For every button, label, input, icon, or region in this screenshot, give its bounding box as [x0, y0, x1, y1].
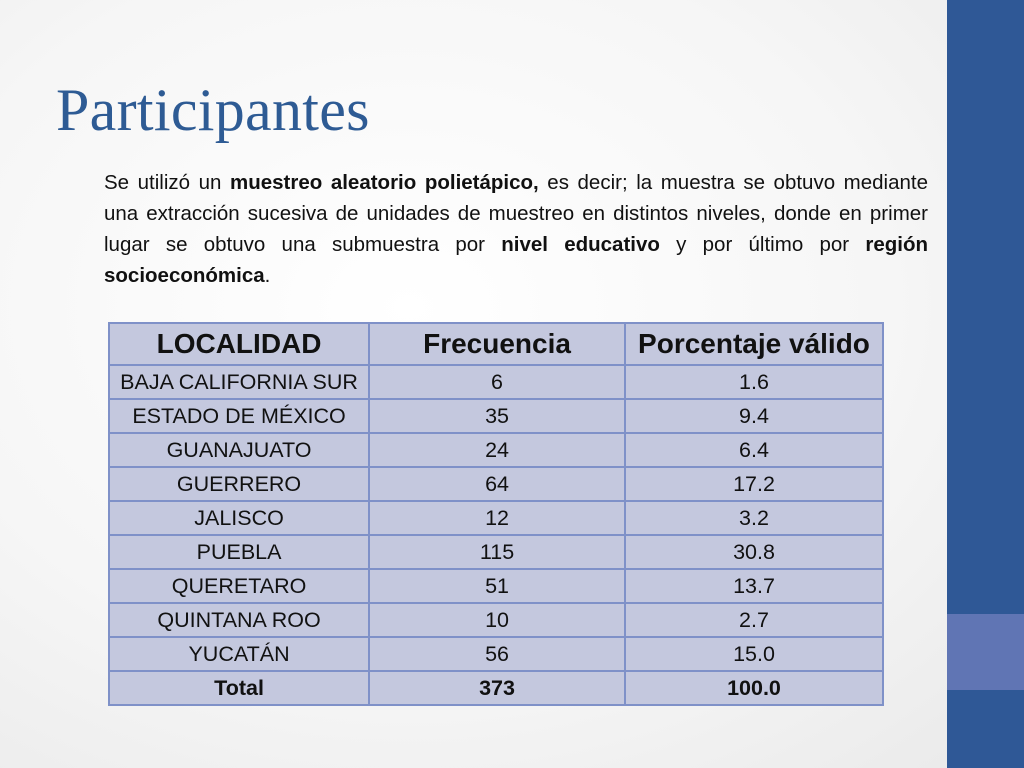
header-localidad: LOCALIDAD — [109, 323, 369, 365]
cell-porcentaje: 1.6 — [625, 365, 883, 399]
table-row — [109, 467, 883, 501]
intro-paragraph — [104, 167, 928, 291]
cell-localidad: BAJA CALIFORNIA SUR — [109, 365, 369, 399]
table-row — [109, 501, 883, 535]
localidad-table — [108, 322, 884, 706]
cell-localidad: QUERETARO — [109, 569, 369, 603]
cell-frecuencia: 56 — [369, 637, 625, 671]
cell-frecuencia: 35 — [369, 399, 625, 433]
cell-frecuencia: 6 — [369, 365, 625, 399]
cell-localidad: PUEBLA — [109, 535, 369, 569]
cell-porcentaje: 30.8 — [625, 535, 883, 569]
table-row — [109, 535, 883, 569]
cell-porcentaje: 3.2 — [625, 501, 883, 535]
total-porcentaje: 100.0 — [625, 671, 883, 705]
cell-localidad: YUCATÁN — [109, 637, 369, 671]
cell-porcentaje: 9.4 — [625, 399, 883, 433]
cell-frecuencia: 12 — [369, 501, 625, 535]
header-frecuencia: Frecuencia — [369, 323, 625, 365]
cell-frecuencia: 10 — [369, 603, 625, 637]
cell-porcentaje: 6.4 — [625, 433, 883, 467]
slide-title: Participantes — [56, 77, 370, 143]
cell-frecuencia: 51 — [369, 569, 625, 603]
cell-localidad: GUANAJUATO — [109, 433, 369, 467]
intro-bold-2: nivel educativo — [501, 233, 660, 256]
intro-bold-3: región socioeconómica — [104, 233, 929, 287]
cell-porcentaje: 15.0 — [625, 637, 883, 671]
cell-frecuencia: 64 — [369, 467, 625, 501]
intro-text-3: y por último por — [659, 233, 866, 256]
table-header-row — [109, 323, 883, 365]
cell-porcentaje: 17.2 — [625, 467, 883, 501]
intro-bold-1: muestreo aleatorio polietápico, — [229, 171, 539, 194]
table-row — [109, 433, 883, 467]
table-row — [109, 603, 883, 637]
intro-text-4: . — [264, 264, 271, 287]
cell-frecuencia: 24 — [369, 433, 625, 467]
cell-localidad: GUERRERO — [109, 467, 369, 501]
cell-localidad: ESTADO DE MÉXICO — [109, 399, 369, 433]
header-porcentaje: Porcentaje válido — [625, 323, 883, 365]
cell-localidad: JALISCO — [109, 501, 369, 535]
table-row — [109, 399, 883, 433]
intro-text-2: es decir; la muestra se obtuvo mediante una extracción sucesiva de unidades de muestreo en distintos niveles, donde en primer lugar se obtuvo una submuestra por — [104, 171, 928, 256]
table-total-row — [109, 671, 883, 705]
cell-porcentaje: 13.7 — [625, 569, 883, 603]
cell-localidad: QUINTANA ROO — [109, 603, 369, 637]
table-row — [109, 365, 883, 399]
right-bar-accent — [947, 614, 1024, 690]
cell-frecuencia: 115 — [369, 535, 625, 569]
table-row — [109, 637, 883, 671]
total-label: Total — [109, 671, 369, 705]
intro-text-1: Se utilizó un — [104, 171, 230, 194]
total-frecuencia: 373 — [369, 671, 625, 705]
cell-porcentaje: 2.7 — [625, 603, 883, 637]
table-row — [109, 569, 883, 603]
right-decorative-bar — [947, 0, 1024, 768]
